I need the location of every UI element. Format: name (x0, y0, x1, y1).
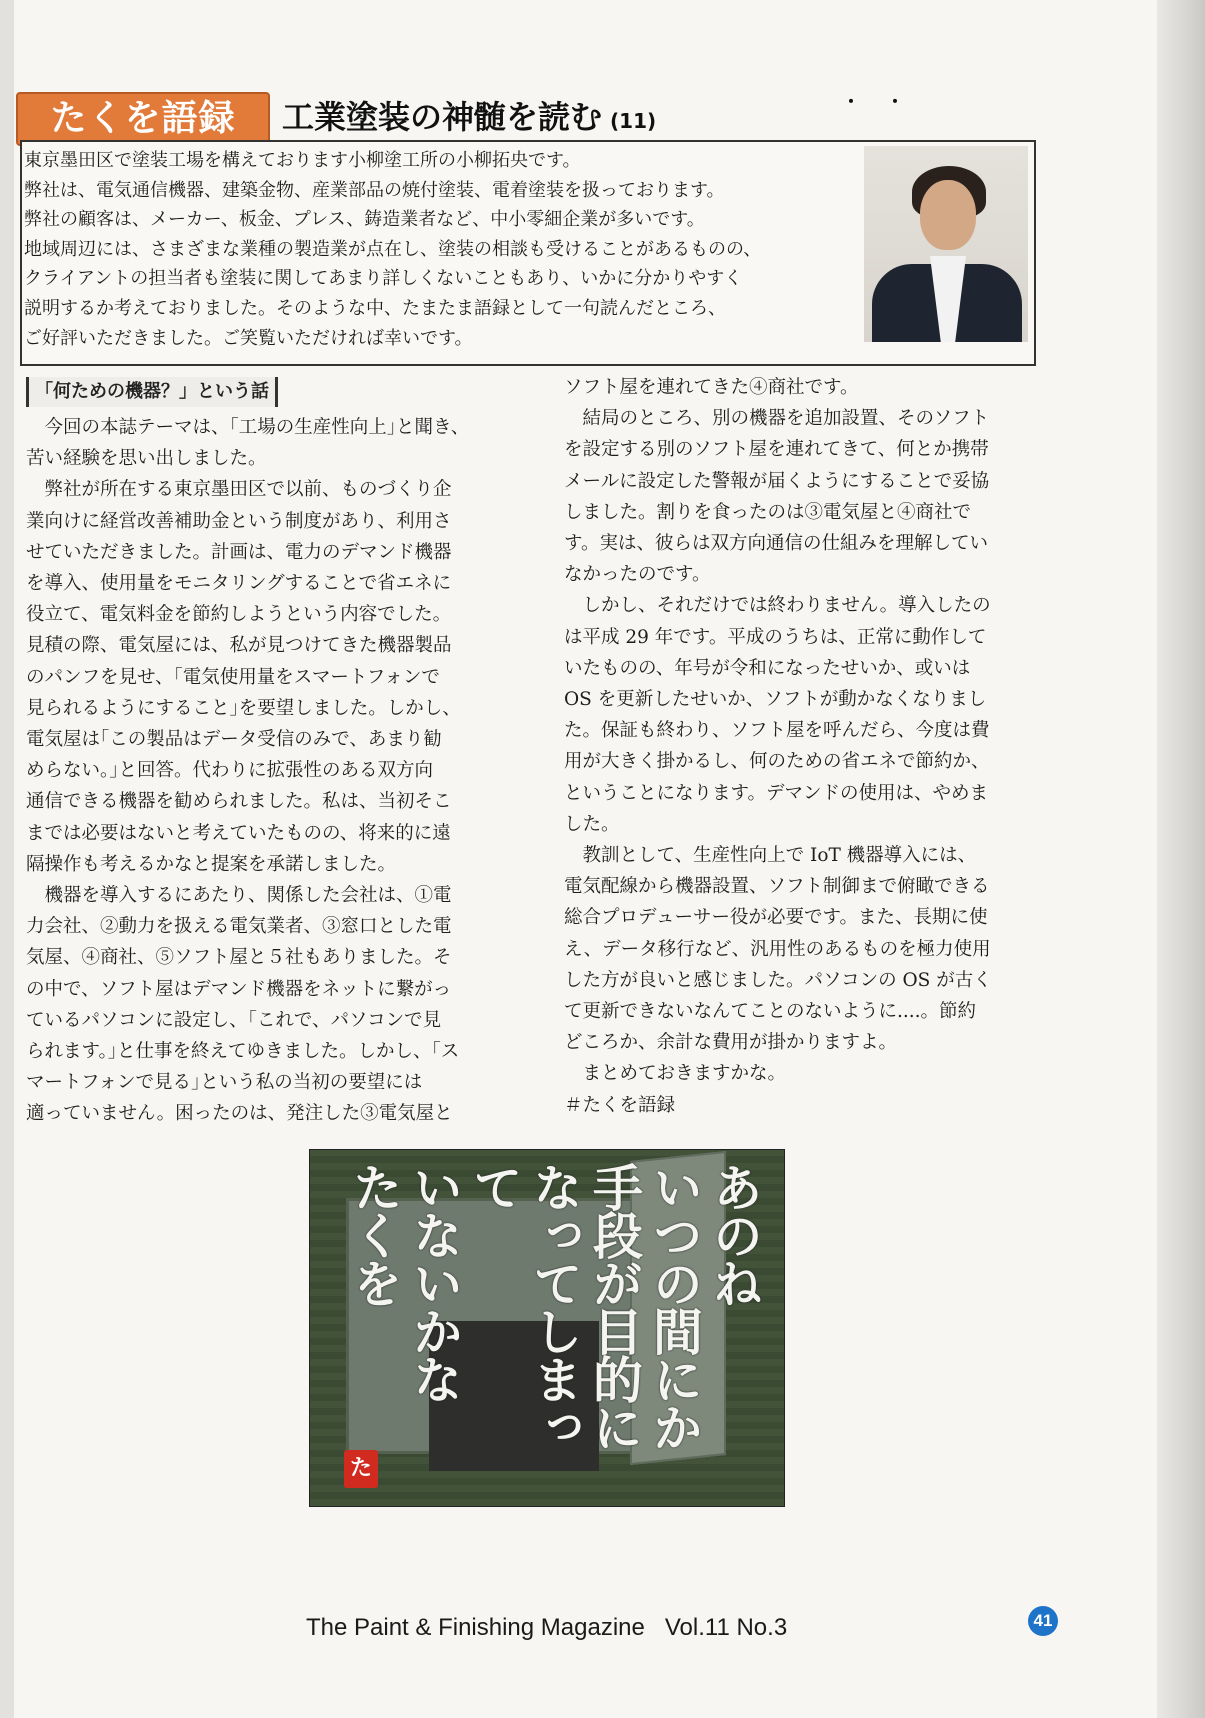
body-line: 今回の本誌テーマは、｢工場の生産性向上｣と聞き、 (26, 417, 470, 438)
intro-line: 東京墨田区で塗装工場を構えております小柳塗工所の小柳拓央です。 (24, 150, 581, 171)
calligraphy-line: いないかな (405, 1162, 463, 1402)
body-line: 役立て、電気料金を節約しようという内容でした。 (26, 604, 452, 626)
body-line: 気屋、④商社、⑤ソフト屋と５社もありました。そ (26, 947, 452, 969)
body-line: のパンフを見せ、｢電気使用量をスマートフォンで (26, 666, 440, 688)
body-line: 結局のところ、別の機器を追加設置、そのソフト (564, 408, 990, 430)
author-intro-box (20, 140, 1036, 366)
body-line: メールに設定した警報が届くようにすることで妥協 (564, 470, 990, 492)
body-line: て更新できないなんてことのないように....。節約 (564, 1001, 977, 1023)
body-line: ＃たくを語録 (564, 1094, 676, 1116)
magazine-name: The Paint & Finishing Magazine (306, 1614, 645, 1641)
right-column (564, 372, 1044, 1121)
body-line: した。 (564, 813, 620, 835)
body-line: 機器を導入するにあたり、関係した会社は、①電 (26, 885, 452, 907)
page-number-badge: 41 (1028, 1606, 1058, 1636)
intro-line: 地域周辺には、さまざまな業種の製造業が点在し、塗装の相談も受けることがあるものの、 (24, 238, 762, 260)
body-line: ということになります。デマンドの使用は、やめま (564, 782, 989, 804)
body-line: 通信できる機器を勧められました。私は、当初そこ (26, 791, 452, 813)
body-line: ソフト屋を連れてきた④商社です。 (564, 377, 859, 398)
body-line: は平成 29 年です。平成のうちは、正常に動作して (564, 626, 987, 648)
intro-text (24, 146, 864, 353)
body-line: しました。割りを食ったのは③電気屋と④商社で (564, 501, 972, 523)
body-line: 弊社が所在する東京墨田区で以前、ものづくり企 (26, 479, 452, 501)
intro-line: 弊社の顧客は、メーカー、板金、プレス、鋳造業者など、中小零細企業が多いです。 (24, 209, 705, 231)
body-line: まとめておきますかな。 (564, 1063, 787, 1085)
intro-line: ご好評いただきました。ご笑覧いただければ幸いです。 (24, 327, 473, 349)
section-heading: 「何ための機器？」という話 (26, 377, 278, 407)
intro-line: クライアントの担当者も塗装に関してあまり詳しくないこともあり、いかに分かりやすく (24, 268, 743, 290)
page-edge-shadow (0, 0, 14, 1718)
article-header (16, 92, 930, 144)
body-line: の中で、ソフト屋はデマンド機器をネットに繋がっ (26, 978, 452, 1000)
emphasis-dots: ・・ (842, 92, 930, 113)
body-line: 総合プロデューサー役が必要です。また、長期に使 (564, 907, 988, 929)
body-line: を導入、使用量をモニタリングすることで省エネに (26, 573, 452, 595)
calligraphy-line: いつの間にか (645, 1162, 703, 1450)
body-line: 電気配線から機器設置、ソフト制御まで俯瞰できる (564, 876, 990, 898)
calligraphy-text (344, 1162, 764, 1496)
calligraphy-line: 手段が目的に (585, 1162, 643, 1450)
author-photo (864, 146, 1028, 342)
body-line: いたものの、年号が令和になったせいか、或いは (564, 657, 971, 679)
calligraphy-line: なってしまって (465, 1162, 583, 1450)
body-line: られます。｣と仕事を終えてゆきました。しかし、｢ス (26, 1041, 460, 1063)
photo-face (920, 180, 976, 250)
body-line: え、データ移行など、汎用性のあるものを極力使用 (564, 938, 991, 960)
body-line: せていただきました。計画は、電力のデマンド機器 (26, 541, 452, 563)
body-line: 力会社、②動力を扱える電気業者、③窓口とした電 (26, 916, 452, 938)
column-tag: たくを語録 (16, 92, 270, 146)
volume-number: Vol.11 No.3 (664, 1614, 788, 1641)
red-seal-stamp: た (344, 1450, 378, 1488)
article-title (282, 92, 930, 144)
body-line: す。実は、彼らは双方向通信の仕組みを理解してい (564, 533, 989, 555)
intro-line: 説明するか考えておりました。そのような中、たまたま語録として一句読んだところ、 (24, 297, 726, 319)
body-line: 業向けに経営改善補助金という制度があり、利用さ (26, 510, 452, 532)
page-footer (306, 1614, 787, 1642)
body-line: 用が大きく掛かるし、何のための省エネで節約か、 (564, 751, 990, 773)
body-line: 適っていません。困ったのは、発注した③電気屋と (26, 1103, 453, 1125)
body-line: めらない。｣と回答。代わりに拡張性のある双方向 (26, 760, 434, 782)
calligraphy-artwork (309, 1149, 785, 1507)
body-line: 隔操作も考えるかなと提案を承諾しました。 (26, 853, 397, 875)
body-line: 電気屋は｢この製品はデータ受信のみで、あまり勧 (26, 729, 442, 751)
issue-number: (11) (610, 109, 657, 133)
body-line: OS を更新したせいか、ソフトが動かなくなりまし (564, 689, 987, 711)
body-line: マートフォンで見る｣という私の当初の要望には (26, 1072, 423, 1094)
calligraphy-line: あのね (705, 1162, 763, 1306)
body-line: 苦い経験を思い出しました。 (26, 448, 267, 470)
body-line: なかったのです。 (564, 564, 711, 586)
body-line: た。保証も終わり、ソフト屋を呼んだら、今度は費 (564, 720, 990, 742)
calligraphy-line: たくを (345, 1162, 403, 1306)
page-binding-shadow (1157, 0, 1205, 1718)
article-title-text: 工業塗装の神髄を読む (282, 98, 603, 136)
body-line: 教訓として、生産性向上で IoT 機器導入には、 (564, 845, 977, 867)
body-line: を設定する別のソフト屋を連れてきて、何とか携帯 (564, 439, 989, 461)
body-line: した方が良いと感じました。パソコンの OS が古く (564, 969, 992, 991)
intro-line: 弊社は、電気通信機器、建築金物、産業部品の焼付塗装、電着塗装を扱っております。 (24, 179, 725, 201)
body-line: までは必要はないと考えていたものの、将来的に遠 (26, 822, 451, 844)
left-column (26, 412, 516, 1130)
body-line: 見積の際、電気屋には、私が見つけてきた機器製品 (26, 635, 452, 657)
body-line: どころか、余計な費用が掛かりますよ。 (564, 1032, 898, 1054)
body-line: 見られるようにすること｣を要望しました。しかし、 (26, 697, 461, 719)
body-line: ているパソコンに設定し、｢これで、パソコンで見 (26, 1009, 442, 1031)
body-line: しかし、それだけでは終わりません。導入したの (564, 595, 991, 617)
